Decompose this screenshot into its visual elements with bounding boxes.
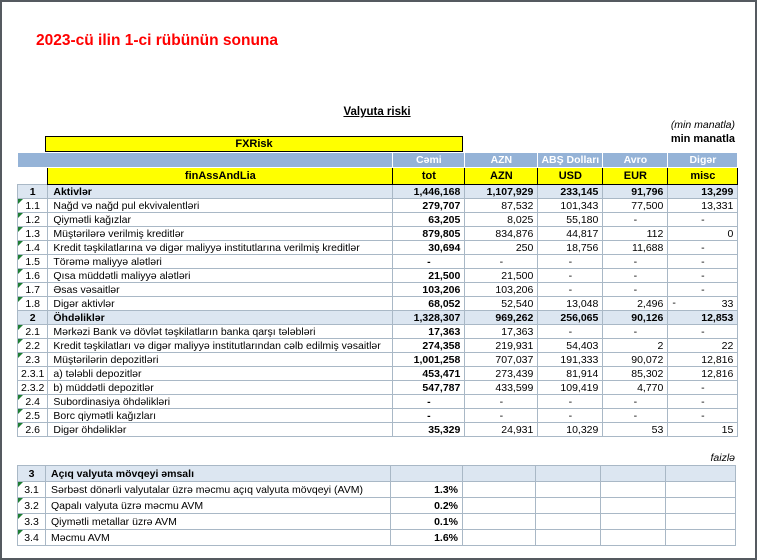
value-cell: 834,876: [465, 227, 538, 241]
row-label-cell: Müştərilərin depozitləri: [48, 353, 393, 367]
row-number-cell: 1.2: [18, 213, 48, 227]
value-cell: 8,025: [465, 213, 538, 227]
group-label-cell: finAssAndLia: [48, 168, 393, 185]
value-cell: 433,599: [465, 381, 538, 395]
value-cell: [536, 514, 601, 530]
comment-marker-icon: [18, 297, 23, 302]
value-cell: 0.1%: [391, 514, 463, 530]
value-cell: -: [393, 255, 465, 269]
value-cell: 24,931: [465, 423, 538, 437]
value-cell: 1,001,258: [393, 353, 465, 367]
row-number-cell: 2.2: [18, 339, 48, 353]
value-cell: [463, 466, 536, 482]
row-number-cell: 2.3: [18, 353, 48, 367]
row-label-cell: Digər aktivlər: [48, 297, 393, 311]
value-cell: 707,037: [465, 353, 538, 367]
value-cell: [463, 498, 536, 514]
value-cell: 969,262: [465, 311, 538, 325]
comment-marker-icon: [18, 530, 23, 535]
table-row: [18, 482, 736, 498]
value-cell: 274,358: [393, 339, 465, 353]
value-cell: 273,439: [465, 367, 538, 381]
row-label-cell: Törəmə maliyyə alətləri: [48, 255, 393, 269]
value-cell: -: [465, 395, 538, 409]
row-label-cell: Subordinasiya öhdəlikləri: [48, 395, 393, 409]
table-row: [18, 311, 738, 325]
comment-marker-icon: [18, 395, 23, 400]
open-position-table: [17, 465, 736, 546]
blank-header-cell: [18, 153, 393, 168]
row-label-cell: Qapalı valyuta üzrə məcmu AVM: [46, 498, 391, 514]
value-cell: -: [668, 255, 738, 269]
value-cell: 68,052: [393, 297, 465, 311]
table-row: [18, 353, 738, 367]
value-cell: [601, 498, 666, 514]
row-number-cell: 1.1: [18, 199, 48, 213]
table-row: [18, 498, 736, 514]
table-row: [18, 530, 736, 546]
row-label-cell: Öhdəliklər: [48, 311, 393, 325]
value-cell: 1,107,929: [465, 185, 538, 199]
table-row: [18, 227, 738, 241]
value-cell: 77,500: [603, 199, 668, 213]
value-cell: [666, 514, 736, 530]
value-cell: 17,363: [393, 325, 465, 339]
value-cell: 103,206: [465, 283, 538, 297]
table-row: [18, 381, 738, 395]
table-row: [18, 241, 738, 255]
value-cell: -: [668, 213, 738, 227]
value-cell: 12,853: [668, 311, 738, 325]
row-number-cell: 2.3.1: [18, 367, 48, 381]
row-number-cell: 2.1: [18, 325, 48, 339]
value-cell: 44,817: [538, 227, 603, 241]
value-cell: -: [668, 283, 738, 297]
value-cell: -: [603, 255, 668, 269]
row-number-cell: 2: [18, 311, 48, 325]
value-cell: 52,540: [465, 297, 538, 311]
value-cell: 1.6%: [391, 530, 463, 546]
value-cell: -: [538, 395, 603, 409]
table-row: [18, 395, 738, 409]
value-cell: 879,805: [393, 227, 465, 241]
value-cell: 53: [603, 423, 668, 437]
row-number-cell: 1.5: [18, 255, 48, 269]
value-cell: -: [538, 409, 603, 423]
table-row: [18, 269, 738, 283]
value-cell: -: [603, 325, 668, 339]
value-cell: -: [668, 395, 738, 409]
comment-marker-icon: [18, 482, 23, 487]
value-cell: 1,446,168: [393, 185, 465, 199]
table-row: [18, 339, 738, 353]
row-number-cell: 2.6: [18, 423, 48, 437]
value-cell: 63,205: [393, 213, 465, 227]
value-cell: 12,816: [668, 353, 738, 367]
comment-marker-icon: [18, 283, 23, 288]
comment-marker-icon: [18, 255, 23, 260]
comment-marker-icon: [18, 353, 23, 358]
comment-marker-icon: [18, 227, 23, 232]
row-label-cell: Müştərilərə verilmiş kreditlər: [48, 227, 393, 241]
unit-note-italic: (min manatla): [670, 119, 735, 131]
value-cell: -: [538, 255, 603, 269]
table-row: [18, 409, 738, 423]
value-cell: [666, 530, 736, 546]
value-cell: 13,299: [668, 185, 738, 199]
value-cell: 219,931: [465, 339, 538, 353]
value-cell: 11,688: [603, 241, 668, 255]
value-cell: [666, 466, 736, 482]
row-number-cell: 1.4: [18, 241, 48, 255]
value-cell: -: [538, 283, 603, 297]
table-row: [18, 514, 736, 530]
comment-marker-icon: [18, 339, 23, 344]
value-cell: 10,329: [538, 423, 603, 437]
row-number-cell: 1.6: [18, 269, 48, 283]
value-cell: 233,145: [538, 185, 603, 199]
value-cell: 12,816: [668, 367, 738, 381]
column-header-usd: ABŞ Dolları: [538, 153, 603, 168]
value-cell: -: [603, 213, 668, 227]
value-cell: 35,329: [393, 423, 465, 437]
value-cell: [536, 530, 601, 546]
value-cell: [536, 466, 601, 482]
table-row: [18, 325, 738, 339]
fx-risk-table: [17, 152, 738, 437]
row-number-cell: 3: [18, 466, 46, 482]
value-cell: 54,403: [538, 339, 603, 353]
report-title: 2023-cü ilin 1-ci rübünün sonuna: [36, 32, 279, 49]
comment-marker-icon: [18, 514, 23, 519]
comment-marker-icon: [18, 213, 23, 218]
row-label-cell: Kredit təşkilatlarına və digər maliyyə institutlarına verilmiş kreditlər: [48, 241, 393, 255]
value-cell: 1.3%: [391, 482, 463, 498]
table-row: [18, 199, 738, 213]
value-cell: 250: [465, 241, 538, 255]
value-cell: [536, 482, 601, 498]
row-number-cell: 1.3: [18, 227, 48, 241]
code-cell-tot: tot: [393, 168, 465, 185]
value-cell: -: [393, 409, 465, 423]
value-cell: [601, 482, 666, 498]
comment-marker-icon: [18, 423, 23, 428]
value-cell: 21,500: [465, 269, 538, 283]
percent-unit-note: faizlə: [710, 452, 735, 464]
row-label-cell: Məcmu AVM: [46, 530, 391, 546]
value-cell: -: [603, 395, 668, 409]
row-label-cell: Qiymətli metallar üzrə AVM: [46, 514, 391, 530]
column-header-azn: AZN: [465, 153, 538, 168]
table-row: [18, 255, 738, 269]
value-cell: -: [465, 409, 538, 423]
value-cell: 1,328,307: [393, 311, 465, 325]
row-label-cell: Nağd və nağd pul ekvivalentləri: [48, 199, 393, 213]
value-cell: 15: [668, 423, 738, 437]
table-subtitle: Valyuta riski: [343, 106, 411, 118]
row-number-cell: 1.8: [18, 297, 48, 311]
value-cell: 18,756: [538, 241, 603, 255]
row-number-cell: 1: [18, 185, 48, 199]
row-label-cell: Əsas vəsaitlər: [48, 283, 393, 297]
blank-corner-cell: [18, 168, 48, 185]
value-cell: 91,796: [603, 185, 668, 199]
value-cell: 101,343: [538, 199, 603, 213]
value-cell: [601, 514, 666, 530]
row-number-cell: 2.5: [18, 409, 48, 423]
row-number-cell: 3.4: [18, 530, 46, 546]
currency-header-row: [18, 153, 738, 168]
value-cell: 112: [603, 227, 668, 241]
value-cell: 90,072: [603, 353, 668, 367]
value-cell: 2,496: [603, 297, 668, 311]
table-row: [18, 466, 736, 482]
value-cell: [391, 466, 463, 482]
column-header-eur: Avro: [603, 153, 668, 168]
row-label-cell: Digər öhdəliklər: [48, 423, 393, 437]
value-cell: [666, 482, 736, 498]
value-cell: 17,363: [465, 325, 538, 339]
value-cell: [601, 466, 666, 482]
row-number-cell: 1.7: [18, 283, 48, 297]
row-label-cell: Aktivlər: [48, 185, 393, 199]
value-cell: - 33: [668, 297, 738, 311]
value-cell: -: [538, 325, 603, 339]
column-header-misc: Digər: [668, 153, 738, 168]
row-number-cell: 2.3.2: [18, 381, 48, 395]
table-row: [18, 367, 738, 381]
comment-marker-icon: [18, 269, 23, 274]
comment-marker-icon: [18, 325, 23, 330]
value-cell: 191,333: [538, 353, 603, 367]
value-cell: 453,471: [393, 367, 465, 381]
row-label-cell: Sərbəst dönərli valyutalar üzrə məcmu açıq valyuta mövqeyi (AVM): [46, 482, 391, 498]
comment-marker-icon: [18, 199, 23, 204]
value-cell: 55,180: [538, 213, 603, 227]
value-cell: -: [603, 283, 668, 297]
value-cell: -: [668, 241, 738, 255]
row-label-cell: Mərkəzi Bank və dövlət təşkilatların banka qarşı tələbləri: [48, 325, 393, 339]
row-label-cell: Borc qiymətli kağızları: [48, 409, 393, 423]
value-cell: 13,048: [538, 297, 603, 311]
value-cell: 547,787: [393, 381, 465, 395]
value-cell: 22: [668, 339, 738, 353]
comment-marker-icon: [18, 241, 23, 246]
code-cell-misc: misc: [668, 168, 738, 185]
value-cell: 4,770: [603, 381, 668, 395]
value-cell: [601, 530, 666, 546]
row-number-cell: 3.2: [18, 498, 46, 514]
code-cell-usd: USD: [538, 168, 603, 185]
row-number-cell: 2.4: [18, 395, 48, 409]
value-cell: 256,065: [538, 311, 603, 325]
value-cell: -: [668, 325, 738, 339]
value-cell: [463, 482, 536, 498]
row-number-cell: 3.3: [18, 514, 46, 530]
value-cell: 30,694: [393, 241, 465, 255]
row-label-cell: Qiymətli kağızlar: [48, 213, 393, 227]
value-cell: -: [538, 269, 603, 283]
value-cell: -: [668, 269, 738, 283]
table-row: [18, 297, 738, 311]
value-cell: 87,532: [465, 199, 538, 213]
row-label-cell: b) müddətli depozitlər: [48, 381, 393, 395]
comment-marker-icon: [18, 498, 23, 503]
value-cell: [536, 498, 601, 514]
value-cell: 109,419: [538, 381, 603, 395]
value-cell: 21,500: [393, 269, 465, 283]
value-cell: -: [603, 409, 668, 423]
comment-marker-icon: [18, 409, 23, 414]
code-cell-eur: EUR: [603, 168, 668, 185]
value-cell: 90,126: [603, 311, 668, 325]
row-label-cell: a) tələbli depozitlər: [48, 367, 393, 381]
row-label-cell: Kredit təşkilatları və digər maliyyə institutlarından cəlb edilmiş vəsaitlər: [48, 339, 393, 353]
value-cell: -: [668, 381, 738, 395]
table-row: [18, 283, 738, 297]
fxrisk-merged-cell: FXRisk: [45, 136, 463, 152]
value-cell: 81,914: [538, 367, 603, 381]
value-cell: [666, 498, 736, 514]
table-row: [18, 185, 738, 199]
value-cell: 13,331: [668, 199, 738, 213]
column-header-total: Cəmi: [393, 153, 465, 168]
value-cell: 85,302: [603, 367, 668, 381]
row-label-cell: Açıq valyuta mövqeyi əmsalı: [46, 466, 391, 482]
value-cell: -: [668, 409, 738, 423]
group-code-row: [18, 168, 738, 185]
value-cell: 103,206: [393, 283, 465, 297]
row-label-cell: Qısa müddətli maliyyə alətləri: [48, 269, 393, 283]
table-row: [18, 423, 738, 437]
value-cell: 2: [603, 339, 668, 353]
code-cell-azn: AZN: [465, 168, 538, 185]
value-cell: [463, 514, 536, 530]
row-number-cell: 3.1: [18, 482, 46, 498]
value-cell: [463, 530, 536, 546]
value-cell: 0: [668, 227, 738, 241]
table-row: [18, 213, 738, 227]
value-cell: -: [393, 395, 465, 409]
value-cell: 279,707: [393, 199, 465, 213]
value-cell: 0.2%: [391, 498, 463, 514]
unit-note-bold: min manatla: [670, 133, 735, 145]
value-cell: -: [603, 269, 668, 283]
value-cell: -: [465, 255, 538, 269]
